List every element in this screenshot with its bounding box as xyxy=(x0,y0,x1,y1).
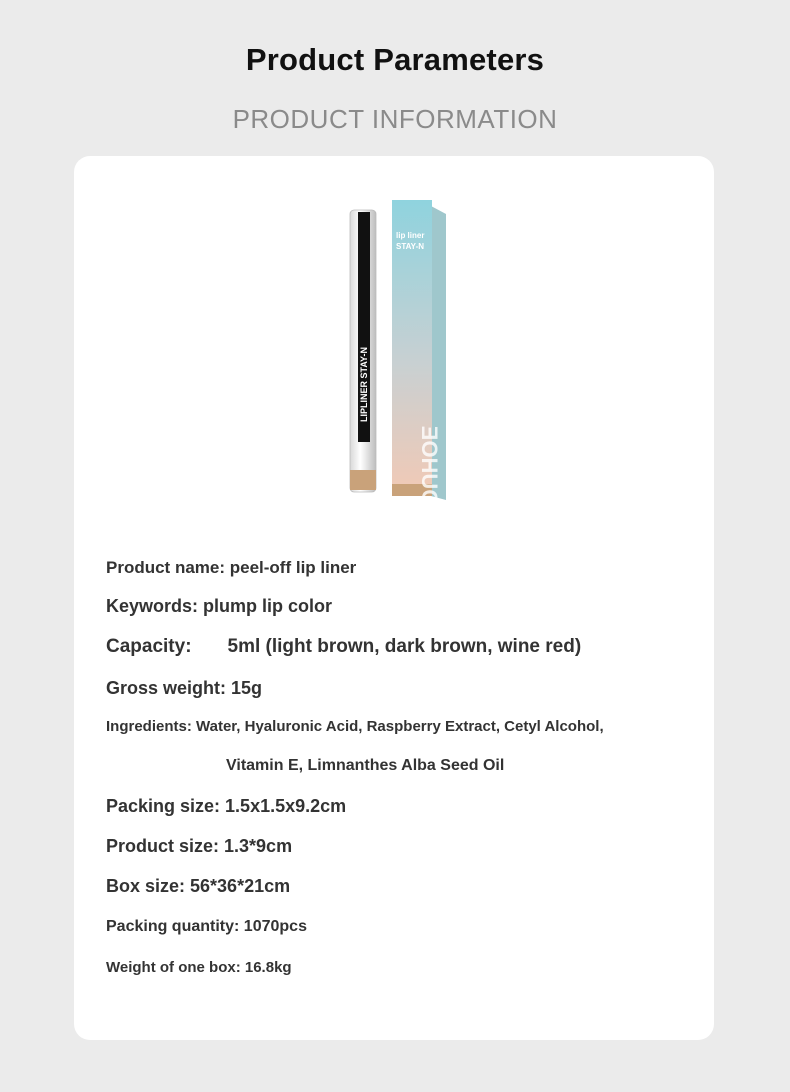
spec-capacity-value: 5ml (light brown, dark brown, wine red) xyxy=(227,636,582,657)
pen-cap xyxy=(350,470,376,490)
spec-packing-size: Packing size: 1.5x1.5x9.2cm xyxy=(106,796,347,816)
box-brand: OUHOE xyxy=(417,425,442,506)
pen-label: LIPLINER STAY-N xyxy=(359,346,369,422)
spec-ingredients-cont: Vitamin E, Limnanthes Alba Seed Oil xyxy=(226,757,505,774)
spec-capacity xyxy=(106,636,581,658)
spec-product-name: Product name: peel-off lip liner xyxy=(106,558,357,577)
spec-box-weight: Weight of one box: 16.8kg xyxy=(106,959,292,976)
product-image xyxy=(344,196,454,506)
spec-box-size: Box size: 56*36*21cm xyxy=(106,876,291,896)
product-info-card xyxy=(74,156,714,1040)
page-title: Product Parameters xyxy=(245,42,545,77)
box-label-line2: STAY-N xyxy=(396,242,425,251)
spec-ingredients: Ingredients: Water, Hyaluronic Acid, Raspberry Extract, Cetyl Alcohol, xyxy=(106,718,604,735)
spec-gross-weight: Gross weight: 15g xyxy=(106,678,263,698)
spec-capacity-label: Capacity: xyxy=(106,636,192,657)
page-subtitle: PRODUCT INFORMATION xyxy=(232,104,558,134)
box-label-line1: lip liner xyxy=(396,231,425,240)
spec-packing-quantity: Packing quantity: 1070pcs xyxy=(106,918,307,935)
spec-product-size: Product size: 1.3*9cm xyxy=(106,836,293,856)
spec-keywords: Keywords: plump lip color xyxy=(106,596,333,616)
